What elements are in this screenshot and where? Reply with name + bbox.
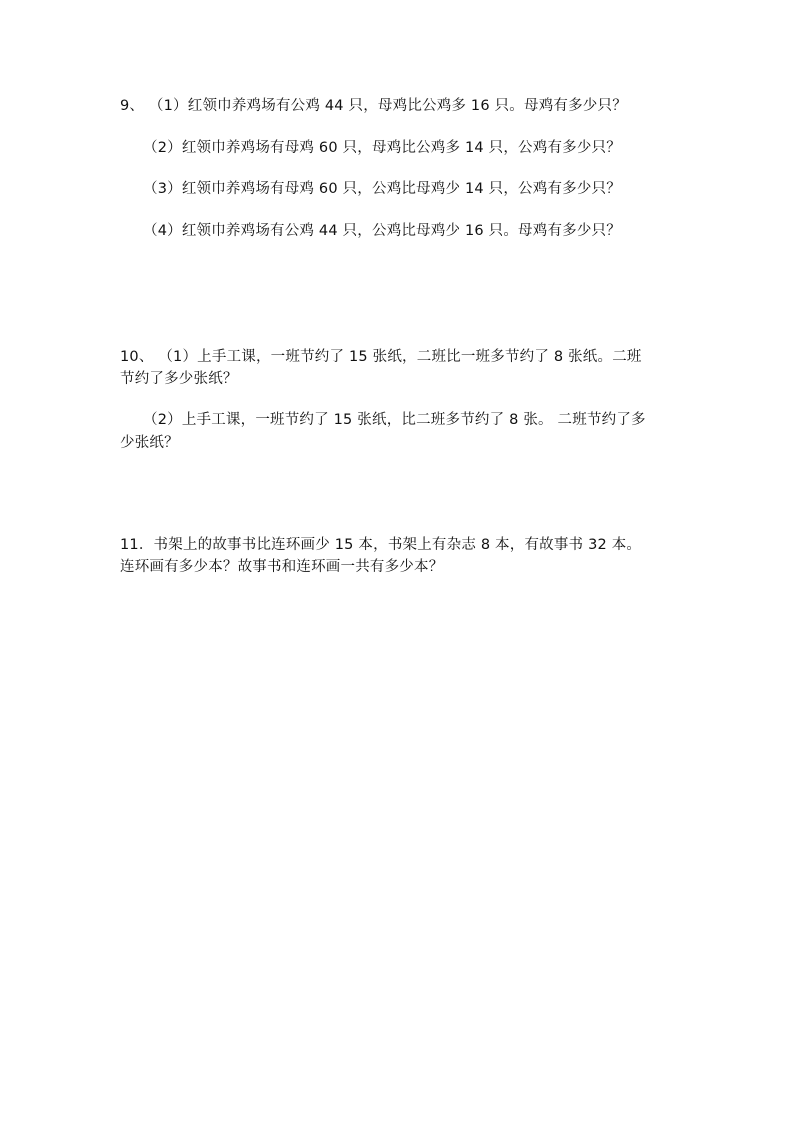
q10-part2-line2: 少张纸？ <box>120 435 179 451</box>
q10-part1-line1: 10、 （1）上手工课，一班节约了 15 张纸，二班比一班多节约了 8 张纸。二班 <box>120 349 642 365</box>
q9-part1: 9、 （1）红领巾养鸡场有公鸡 44 只，母鸡比公鸡多 16 只。母鸡有多少只？ <box>120 98 627 114</box>
q11-line1: 11．书架上的故事书比连环画少 15 本，书架上有杂志 8 本，有故事书 32 本。 <box>120 537 642 553</box>
q9-part3: （3）红领巾养鸡场有母鸡 60 只，公鸡比母鸡少 14 只，公鸡有多少只？ <box>143 181 621 197</box>
q10-part1-line2: 节约了多少张纸？ <box>120 371 238 387</box>
q10-part2-line1: （2）上手工课，一班节约了 15 张纸，比二班多节约了 8 张。 二班节约了多 <box>143 412 646 428</box>
q9-part4: （4）红领巾养鸡场有公鸡 44 只，公鸡比母鸡少 16 只。母鸡有多少只？ <box>143 223 621 239</box>
q11-line2: 连环画有多少本？故事书和连环画一共有多少本？ <box>120 559 444 575</box>
q9-part2: （2）红领巾养鸡场有母鸡 60 只，母鸡比公鸡多 14 只，公鸡有多少只？ <box>143 140 621 156</box>
